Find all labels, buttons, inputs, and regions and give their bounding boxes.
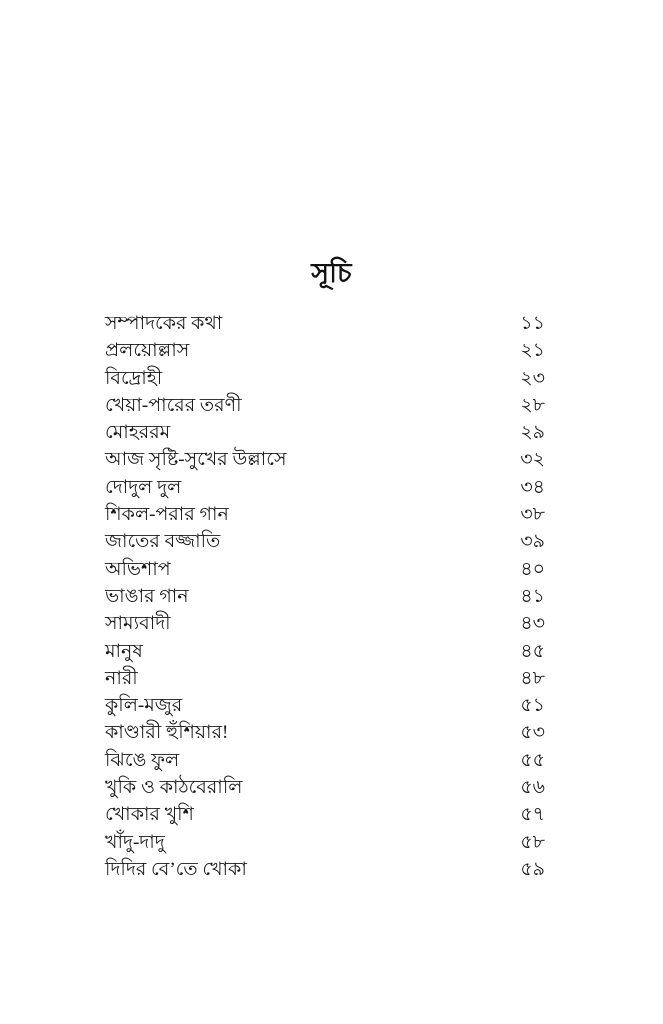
toc-entry-page-number: ১১ <box>520 313 545 334</box>
toc-entry-title: ঝিঙে ফুল <box>105 749 180 771</box>
toc-entry-title: মানুষ <box>105 640 143 662</box>
toc-entry-row[interactable] <box>103 501 558 528</box>
toc-entry-page-number: ৪০ <box>520 558 545 580</box>
toc-entry-row[interactable] <box>103 392 558 419</box>
toc-entry-title: খাঁদু-দাদু <box>105 831 165 853</box>
toc-entry-title: শিকল-পরার গান <box>105 504 229 526</box>
toc-entry-row[interactable] <box>103 337 558 364</box>
toc-entry-row[interactable] <box>103 719 558 746</box>
toc-entry-row[interactable] <box>103 528 558 555</box>
toc-entry-page-number: ৩৮ <box>520 504 545 526</box>
toc-entry-page-number: ৫৩ <box>520 722 545 744</box>
toc-entry-title: প্রলয়োল্লাস <box>105 340 190 362</box>
toc-entry-title: দিদির বে’তে খোকা <box>105 858 247 880</box>
toc-entry-title: নারী <box>105 667 138 689</box>
toc-entry-title: সম্পাদকের কথা <box>105 313 223 334</box>
toc-entry-row[interactable] <box>103 692 558 719</box>
toc-entry-page-number: ৪৩ <box>520 613 545 635</box>
toc-entry-title: খেয়া-পারের তরণী <box>105 394 242 416</box>
toc-entry-row[interactable] <box>103 747 558 774</box>
toc-entry-row[interactable] <box>103 474 558 501</box>
toc-entry-title: খোকার খুশি <box>105 804 194 826</box>
toc-entry-title: আজ সৃষ্টি-সুখের উল্লাসে <box>105 449 287 471</box>
toc-entry-title: জাতের বজ্জাতি <box>105 531 221 553</box>
page-title: সূচি <box>311 258 352 288</box>
table-of-contents-list <box>103 310 558 883</box>
toc-entry-title: সাম্যবাদী <box>105 613 171 635</box>
toc-entry-page-number: ৪১ <box>520 585 545 607</box>
toc-entry-row[interactable] <box>103 310 558 337</box>
toc-entry-title: খুকি ও কাঠবেরালি <box>105 777 243 799</box>
toc-entry-page-number: ৫৯ <box>520 858 545 880</box>
toc-entry-page-number: ৪৮ <box>520 667 545 689</box>
toc-entry-title: অভিশাপ <box>105 558 171 580</box>
toc-entry-row[interactable] <box>103 583 558 610</box>
toc-entry-page-number: ৪৫ <box>520 640 545 662</box>
toc-entry-page-number: ৩৯ <box>520 531 545 553</box>
toc-entry-row[interactable] <box>103 556 558 583</box>
toc-entry-row[interactable] <box>103 856 558 883</box>
toc-entry-row[interactable] <box>103 638 558 665</box>
toc-entry-page-number: ৫৭ <box>520 804 545 826</box>
toc-entry-title: কাণ্ডারী হুঁশিয়ার! <box>105 722 229 744</box>
toc-entry-page-number: ৩৪ <box>520 476 545 498</box>
toc-entry-page-number: ৫১ <box>520 695 545 717</box>
toc-entry-page-number: ২৮ <box>520 394 545 416</box>
toc-entry-page-number: ৫৬ <box>520 777 545 799</box>
toc-entry-row[interactable] <box>103 610 558 637</box>
toc-entry-row[interactable] <box>103 829 558 856</box>
toc-entry-title: বিদ্রোহী <box>105 367 163 389</box>
toc-entry-page-number: ৩২ <box>520 449 545 471</box>
toc-entry-title: মোহররম <box>105 422 171 444</box>
toc-entry-page-number: ২১ <box>520 340 545 362</box>
toc-entry-title: কুলি-মজুর <box>105 695 183 717</box>
toc-entry-page-number: ৫৫ <box>520 749 545 771</box>
toc-entry-row[interactable] <box>103 801 558 828</box>
toc-entry-page-number: ৫৮ <box>520 831 545 853</box>
toc-entry-row[interactable] <box>103 419 558 446</box>
toc-entry-row[interactable] <box>103 446 558 473</box>
toc-entry-row[interactable] <box>103 665 558 692</box>
toc-entry-title: ভাঙার গান <box>105 585 189 607</box>
toc-entry-title: দোদুল দুল <box>105 476 182 498</box>
toc-entry-page-number: ২৯ <box>520 422 545 444</box>
toc-entry-row[interactable] <box>103 365 558 392</box>
toc-entry-row[interactable] <box>103 774 558 801</box>
toc-entry-page-number: ২৩ <box>520 367 545 389</box>
